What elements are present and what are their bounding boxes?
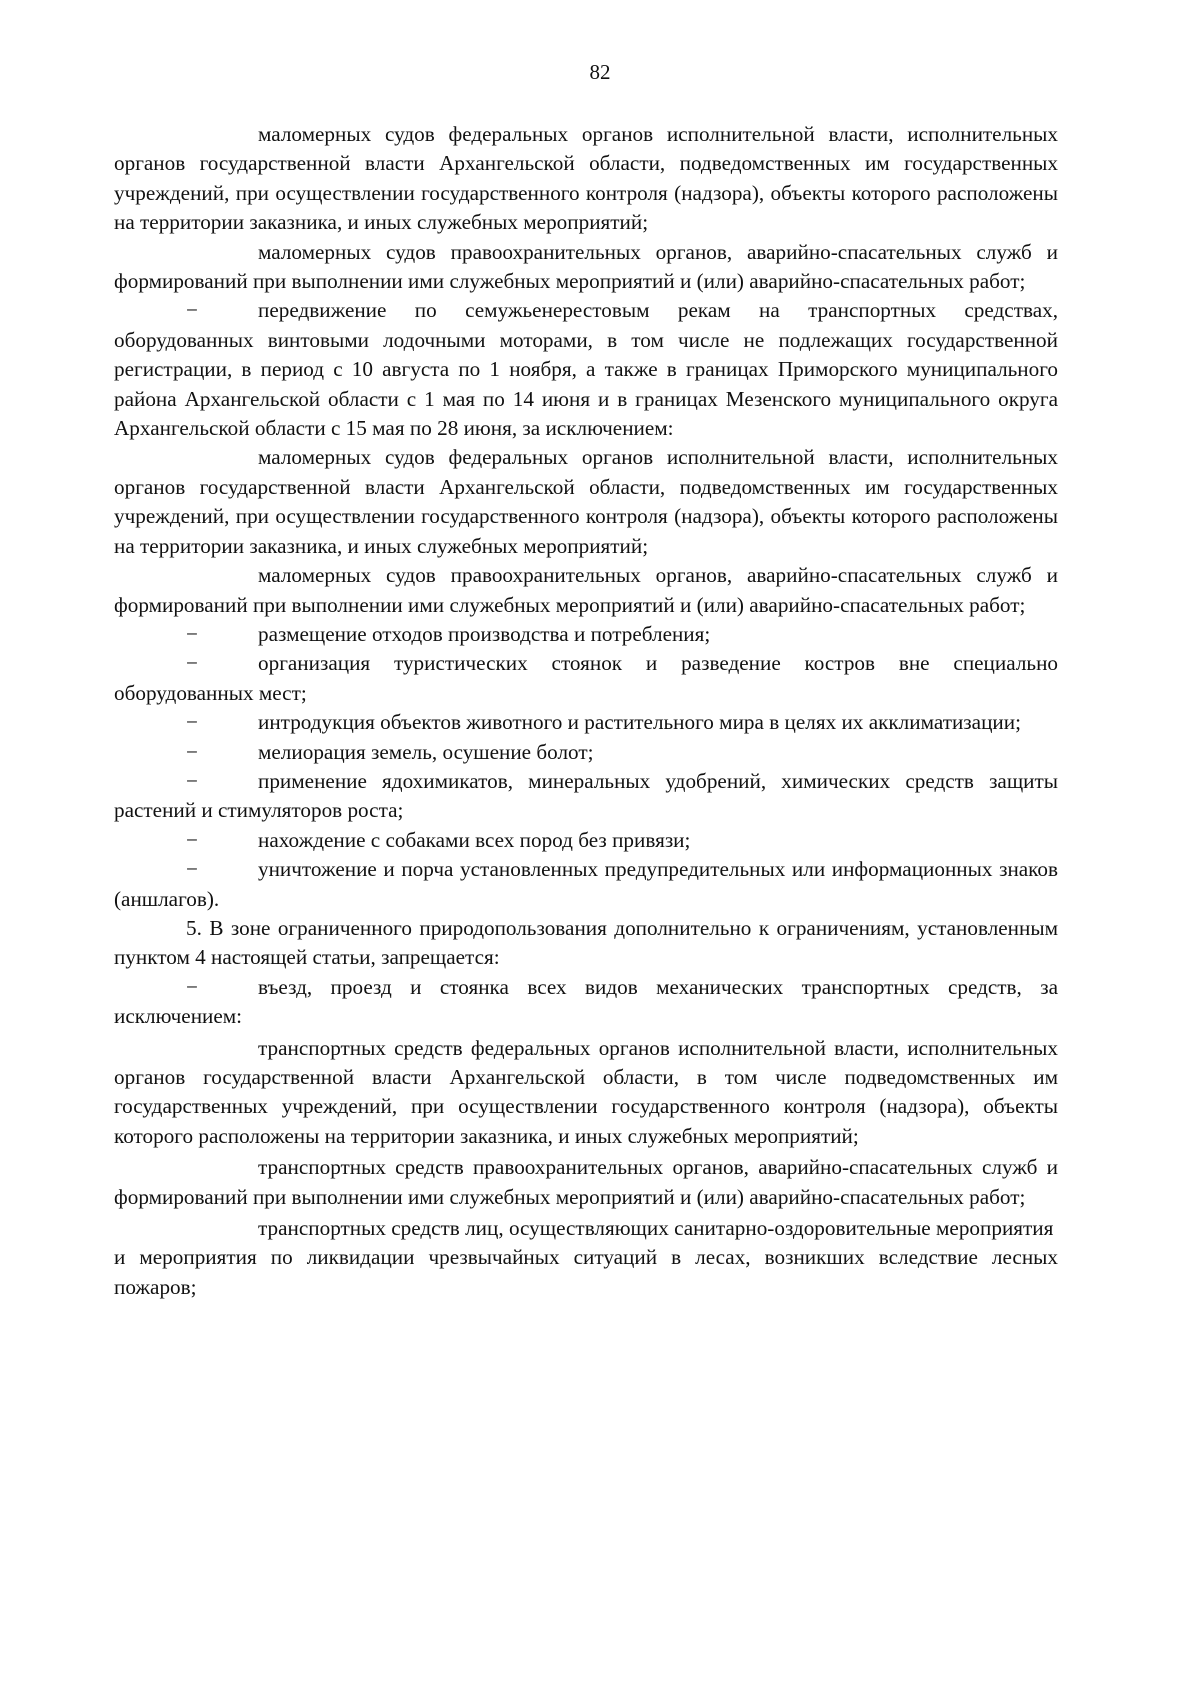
page-number: 82 bbox=[589, 60, 611, 84]
bullet-text: передвижение по семужьенерестовым рекам на транспортных средствах, оборудованных винтовыми лодочными моторами, в том числе не подлежащих государственной регистрации, в период с 10 августа по 1 ноября, а также в границах Приморского муниципального района Архангельской области с 1 мая по 14 июня и в границах Мезенского муниципального округа Архангельской области с 15 мая по 28 июня, за исключением: bbox=[114, 298, 1058, 441]
bullet-text: применение ядохимикатов, минеральных удобрений, химических средств защиты растений и стимуляторов роста; bbox=[114, 768, 1058, 823]
bullet-item bbox=[114, 855, 1058, 914]
bullet-text: нахождение с собаками всех пород без привязи; bbox=[258, 827, 691, 852]
paragraph: маломерных судов федеральных органов исполнительной власти, исполнительных органов государственной власти Архангельской области, подведомственных им государственных учреждений, при осуществлении государственного контроля (надзора), объекты которого расположены на территории заказника, и иных служебных мероприятий; bbox=[114, 122, 1058, 235]
bullet-item bbox=[114, 973, 1058, 1032]
bullet-text: въезд, проезд и стоянка всех видов механических транспортных средств, за исключением: bbox=[114, 974, 1058, 1029]
bullet-item bbox=[114, 296, 1058, 443]
paragraph: маломерных судов правоохранительных органов, аварийно-спасательных служб и формирований при выполнении ими служебных мероприятий и (или) аварийно-спасательных работ; bbox=[114, 239, 1058, 294]
bullet-text: интродукция объектов животного и растительного мира в целях их акклиматизации; bbox=[258, 710, 1021, 735]
bullet-item bbox=[114, 649, 1058, 708]
dash-bullet: − bbox=[186, 710, 198, 735]
paragraph: маломерных судов правоохранительных органов, аварийно-спасательных служб и формирований при выполнении ими служебных мероприятий и (или) аварийно-спасательных работ; bbox=[114, 563, 1058, 617]
bullet-item bbox=[114, 767, 1058, 826]
dash-bullet: − bbox=[186, 298, 198, 323]
dash-bullet: − bbox=[186, 651, 198, 676]
paragraph: и мероприятия по ликвидации чрезвычайных ситуаций в лесах, возникших вследствие лесных пожаров; bbox=[114, 1245, 1058, 1299]
document-body bbox=[114, 120, 1058, 1302]
bullet-text: мелиорация земель, осушение болот; bbox=[258, 739, 594, 764]
bullet-item bbox=[114, 738, 1058, 767]
bullet-item bbox=[114, 708, 1058, 737]
paragraph: транспортных средств лиц, осуществляющих санитарно-оздоровительные мероприятия bbox=[258, 1216, 1054, 1241]
paragraph: транспортных средств федеральных органов исполнительной власти, исполнительных органов государственной власти Архангельской области, в том числе подведомственных им государственных учреждений, при осуществлении государственного контроля (надзора), объекты которого расположены на территории заказника, и иных служебных мероприятий; bbox=[114, 1035, 1058, 1148]
dash-bullet: − bbox=[186, 768, 198, 793]
dash-bullet: − bbox=[186, 857, 198, 882]
bullet-item bbox=[114, 826, 1058, 855]
dash-bullet: − bbox=[186, 739, 198, 764]
bullet-text: организация туристических стоянок и разведение костров вне специально оборудованных мест; bbox=[114, 651, 1058, 705]
dash-bullet: − bbox=[186, 827, 198, 852]
bullet-text: размещение отходов производства и потребления; bbox=[258, 621, 711, 646]
paragraph: маломерных судов федеральных органов исполнительной власти, исполнительных органов государственной власти Архангельской области, подведомственных им государственных учреждений, при осуществлении государственного контроля (надзора), объекты которого расположены на территории заказника, и иных служебных мероприятий; bbox=[114, 445, 1058, 558]
bullet-text: уничтожение и порча установленных предупредительных или информационных знаков (аншлагов). bbox=[114, 857, 1058, 911]
bullet-item bbox=[114, 620, 1058, 649]
dash-bullet: − bbox=[186, 621, 198, 646]
numbered-paragraph: 5. В зоне ограниченного природопользования дополнительно к ограничениям, установленным пунктом 4 настоящей статьи, запрещается: bbox=[114, 915, 1058, 970]
dash-bullet: − bbox=[186, 974, 198, 999]
paragraph: транспортных средств правоохранительных органов, аварийно-спасательных служб и формирований при выполнении ими служебных мероприятий и (или) аварийно-спасательных работ; bbox=[114, 1155, 1058, 1209]
